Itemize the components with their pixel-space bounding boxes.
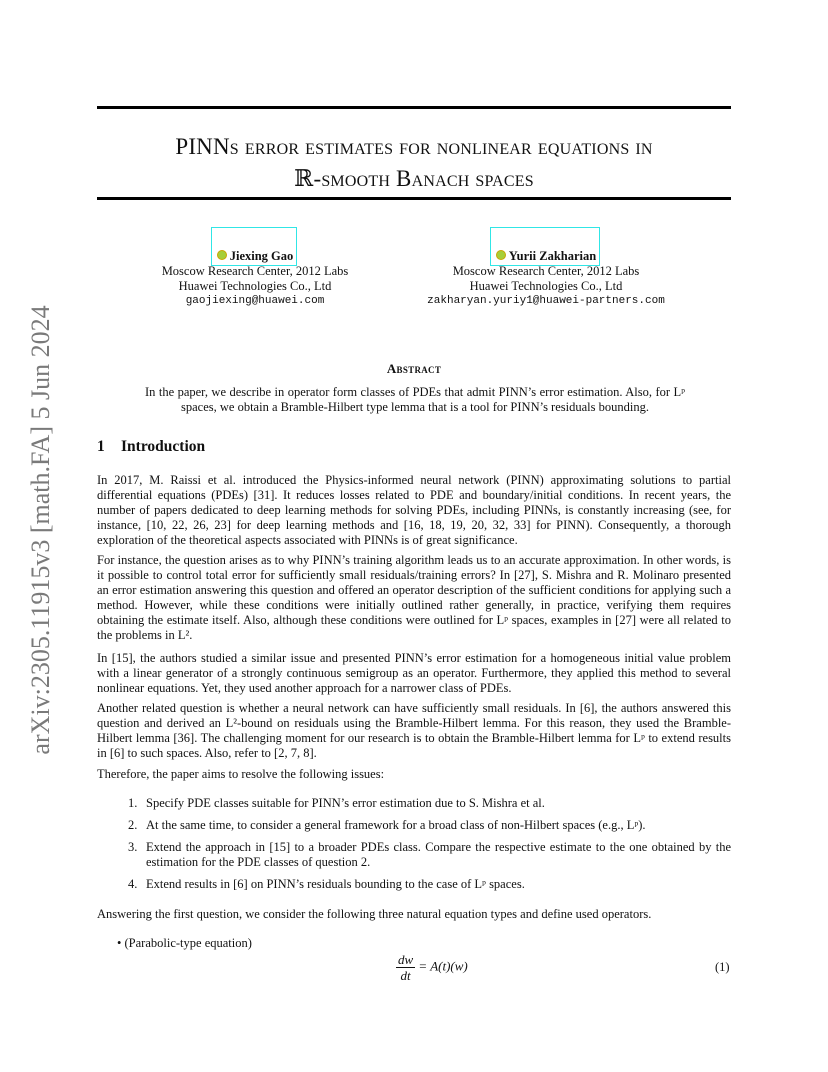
author-name-link[interactable] [217,249,294,264]
fraction-numerator: dw [398,952,414,967]
section-number: 1 [97,438,105,455]
author-name: Jiexing Gao [229,249,294,263]
equation-1 [396,952,468,983]
author-company: Huawei Technologies Co., Ltd [469,279,623,293]
list-item [128,877,731,892]
author-block-1 [140,249,370,309]
arxiv-identifier: arXiv:2305.11915v3 [math.FA] 5 Jun 2024 [26,305,55,755]
list-text: At the same time, to consider a general framework for a broad class of non-Hilbert spaces (e.g., Lᵖ). [146,818,646,832]
list-item [128,818,731,833]
list-text: Extend results in [6] on PINN’s residuals bounding to the case of Lᵖ spaces. [146,877,525,891]
list-number: 4. [128,877,138,891]
author-company: Huawei Technologies Co., Ltd [178,279,332,293]
author-name-link[interactable] [496,249,596,264]
author-name: Yurii Zakharian [508,249,597,263]
abstract-body: In the paper, we describe in operator form classes of PDEs that admit PINN’s error estimation. Also, for Lᵖ spaces, we obtain a Bramble-Hilbert type lemma that is a tool for PINN’s residuals bounding. [145,385,685,414]
list-text: Specify PDE classes suitable for PINN’s error estimation due to S. Mishra et al. [146,796,545,810]
title-top-rule [97,106,731,109]
section-heading [97,438,205,456]
fraction-denominator: dt [400,968,411,983]
paragraph-3: In [15], the authors studied a similar issue and presented PINN’s error estimation for a homogeneous initial value problem with a linear generator of a strongly continuous semigroup as an operator. Furthermore, they applied this method to several nonlinear equations. Yet, they used another approach for a narrower class of PDEs. [97,651,731,695]
list-text: Extend the approach in [15] to a broader PDEs class. Compare the respective estimate to the one obtained by the estimation for the PDE classes of question 2. [146,840,731,869]
bullet-text: (Parabolic-type equation) [124,936,252,950]
paper-title [97,131,731,195]
list-number: 2. [128,818,138,832]
equation-rhs: = A(t)(w) [418,958,468,974]
title-line-2: ℝ-smooth Banach spaces [294,166,534,191]
list-item [128,840,731,870]
author-affiliation: Moscow Research Center, 2012 Labs [452,264,640,278]
fraction [396,952,415,983]
paragraph-2: For instance, the question arises as to why PINN’s training algorithm leads us to an accurate approximation. In other words, is it possible to control total error for sufficiently small residuals/training errors? In [27], S. Mishra and R. Molinaro presented an error estimation answering this question and offered an operator description of the sufficient conditions for applying such a method. However, while these conditions were initially outlined rather generally, in practice, verifying them requires obtaining the estimate itself. Also, although these conditions were outlined for Lᵖ spaces, examples in [27] were all related to the problems in L². [97,553,731,642]
author-email[interactable]: zakharyan.yuriy1@huawei-partners.com [427,295,665,307]
section-title: Introduction [121,438,206,455]
author-block-2 [406,249,686,309]
author-affiliation: Moscow Research Center, 2012 Labs [161,264,349,278]
issues-list [128,796,731,899]
author-email[interactable]: gaojiexing@huawei.com [185,295,325,307]
title-line-1: PINNs error estimates for nonlinear equations in [175,134,653,159]
paragraph-5: Therefore, the paper aims to resolve the following issues: [97,767,385,781]
list-item [128,796,731,811]
link-box [211,227,298,266]
link-box [490,227,600,266]
bullet-item: • (Parabolic-type equation) [117,936,252,950]
list-number: 1. [128,796,138,810]
abstract-heading: Abstract [386,361,442,376]
paragraph-6: Answering the first question, we consider the following three natural equation types and define used operators. [97,907,652,921]
title-bottom-rule [97,197,731,200]
paragraph-1: In 2017, M. Raissi et al. introduced the Physics-informed neural network (PINN) approximating solutions to partial differential equations (PDEs) [31]. It reduces losses related to PDE and boundary/initial conditions. In recent years, the number of papers dedicated to deep learning methods for solving PDEs, including PINNs, is constantly increasing (see, for instance, [10, 22, 26, 23] for deep learning methods and [16, 18, 19, 20, 32, 33] for PINN). Consequently, a thorough exploration of the theoretical aspects associated with PINNs is of great significance. [97,473,731,547]
equation-number: (1) [715,960,730,974]
paragraph-4: Another related question is whether a neural network can have sufficiently small residuals. In [6], the authors answered this question and derived an L²-bound on residuals using the Bramble-Hilbert lemma. For this reason, they used the Bramble-Hilbert lemma [36]. The challenging moment for our research is to obtain the Bramble-Hilbert lemma for Lᵖ to extend results in [6] to such spaces. Also, refer to [2, 7, 8]. [97,701,731,760]
list-number: 3. [128,840,138,854]
